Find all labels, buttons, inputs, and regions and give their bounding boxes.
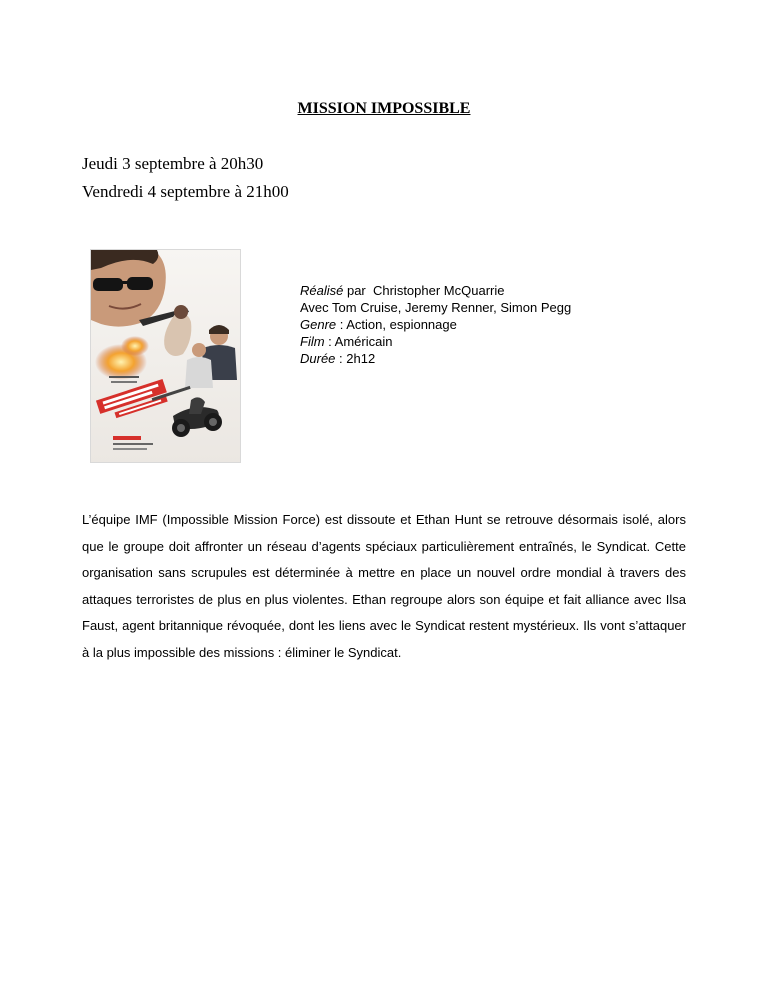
duration-value: : 2h12	[335, 351, 376, 366]
duration-line	[300, 350, 571, 367]
genre-label: Genre	[300, 317, 337, 332]
movie-poster	[90, 249, 241, 463]
genre-line	[300, 316, 571, 333]
film-label: Film	[300, 334, 325, 349]
director-label: Réalisé	[300, 283, 344, 298]
movie-credits	[300, 282, 571, 367]
film-line	[300, 333, 571, 350]
director-connector: par	[343, 283, 373, 298]
cast-line: Avec Tom Cruise, Jeremy Renner, Simon Pegg	[300, 300, 572, 315]
director-line	[300, 282, 571, 299]
genre-value: : Action, espionnage	[336, 317, 457, 332]
director-name: Christopher McQuarrie	[372, 283, 505, 298]
page-title: MISSION IMPOSSIBLE	[297, 100, 471, 117]
duration-label: Durée	[300, 351, 336, 366]
showtime-thursday: Jeudi 3 septembre à 20h30	[82, 154, 264, 173]
synopsis-paragraph: L’équipe IMF (Impossible Mission Force) est dissoute et Ethan Hunt se retrouve désormais isolé, alors que le groupe doit affronter un réseau d’agents spéciaux particulièrement entraînés, le Syndicat. Cette organisation sans scrupules est déterminée à mettre en place un nouvel ordre mondial à travers des attaques terroristes de plus en plus violentes. Ethan regroupe alors son équipe et fait alliance avec Ilsa Faust, agent britannique révoquée, dont les liens avec le Syndicat restent mystérieux. Ils vont s’attaquer à la plus impossible des missions : éliminer le Syndicat.	[82, 512, 686, 660]
showtime-friday: Vendredi 4 septembre à 21h00	[82, 182, 289, 201]
film-value: : Américain	[324, 334, 393, 349]
movie-poster-image	[91, 250, 241, 463]
showtimes	[82, 150, 289, 206]
